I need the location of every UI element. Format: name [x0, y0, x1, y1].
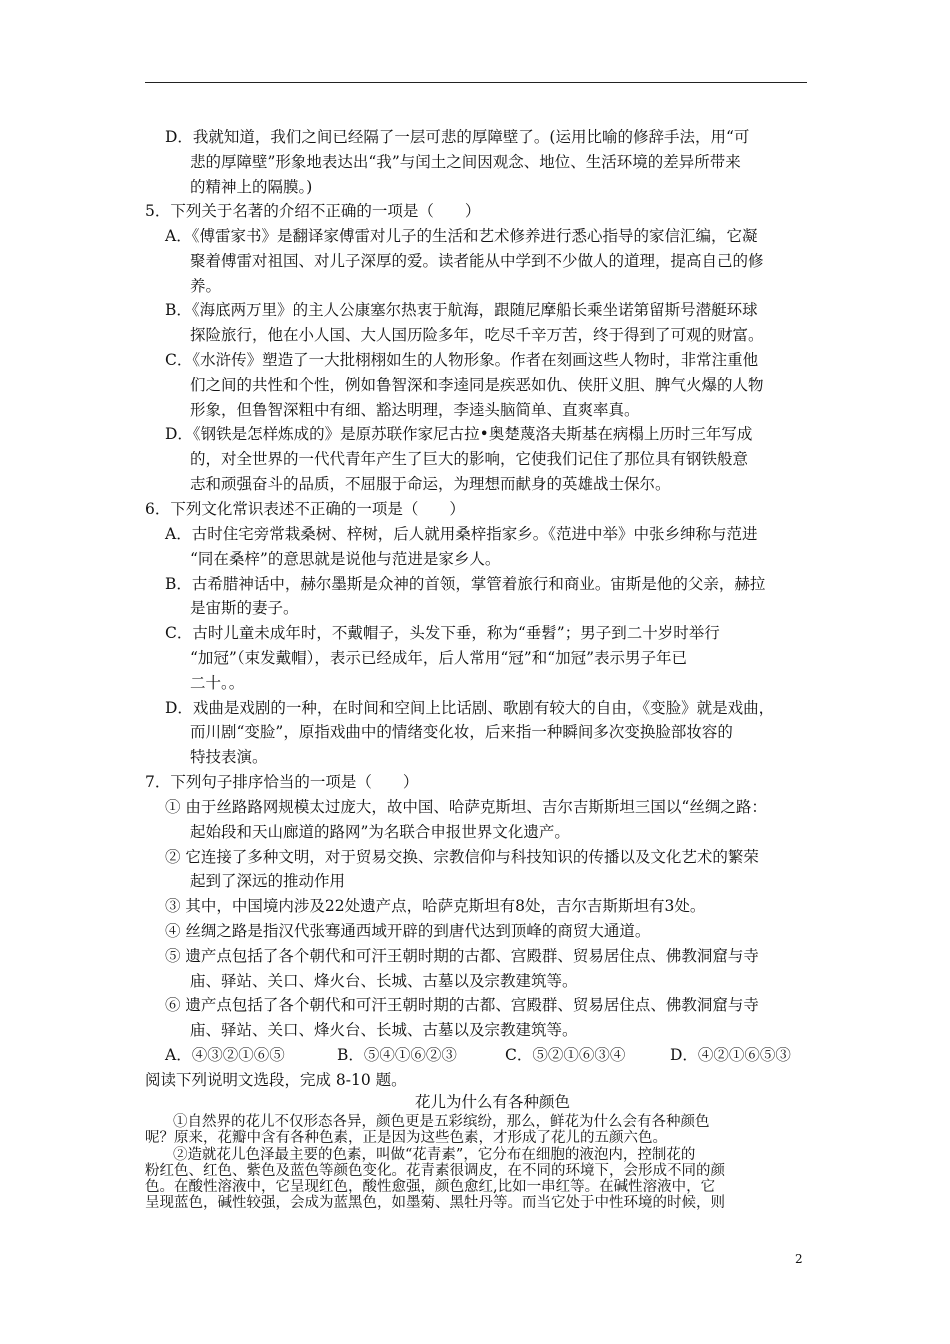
option-line: 养。	[190, 276, 222, 295]
sentence-line: ⑥ 遗产点包括了各个朝代和可汗王朝时期的古都、宫殿群、贸易居住点、佛教洞窟与寺	[165, 996, 759, 1015]
sentence-line: 庙、驿站、关口、烽火台、长城、古墓以及宗教建筑等。	[190, 1021, 578, 1040]
passage-line: 粉红色、红色、紫色及蓝色等颜色变化。花青素很调皮，在不同的环境下，会形成不同的颜	[145, 1162, 725, 1179]
sentence-line: ④ 丝绸之路是指汉代张骞通西域开辟的到唐代达到顶峰的商贸大通道。	[165, 921, 651, 940]
option-line: A．《傅雷家书》是翻译家傅雷对儿子的生活和艺术修养进行悉心指导的家信汇编，它凝	[165, 227, 758, 245]
passage-line: 色。在酸性溶液中，它呈现红色，酸性愈强，颜色愈红,比如一串红等。在碱性溶液中，它	[145, 1179, 716, 1196]
option-line: 们之间的共性和个性，例如鲁智深和李逵同是疾恶如仇、侠肝义胆、脾气火爆的人物	[190, 375, 764, 394]
q6-options	[165, 522, 774, 770]
passage-title: 花儿为什么有各种颜色	[414, 1093, 570, 1111]
reading-instruction: 阅读下列说明文选段，完成 8-10 题。	[145, 1071, 407, 1089]
sentence-line: 庙、驿站、关口、烽火台、长城、古墓以及宗教建筑等。	[190, 971, 578, 990]
option-line: 的，对全世界的一代代青年产生了巨大的影响，它使我们记住了那位具有钢铁般意	[190, 450, 749, 469]
option-line: “同在桑梓”的意思就是说他与范进是家乡人。	[190, 549, 501, 568]
sentence-line: ⑤ 遗产点包括了各个朝代和可汗王朝时期的古都、宫殿群、贸易居住点、佛教洞窟与寺	[165, 946, 759, 965]
q5-stem	[145, 199, 480, 224]
q4-option-d	[165, 125, 749, 199]
option-line: D．戏曲是戏剧的一种，在时间和空间上比话剧、歌剧有较大的自由，《变脸》就是戏曲，	[165, 698, 775, 717]
passage-body	[145, 1114, 725, 1212]
option-line: 是宙斯的妻子。	[190, 599, 299, 618]
sentence-line: ① 由于丝路路网规模太过庞大，故中国、哈萨克斯坦、吉尔吉斯斯坦三国以“丝绸之路：	[165, 798, 767, 816]
header-rule	[145, 82, 807, 83]
text-line: 悲的厚障壁”形象地表达出“我”与闰土之间因观念、地位、生活环境的差异所带来	[190, 152, 741, 171]
option-line: B．《海底两万里》的主人公康塞尔热衷于航海，跟随尼摩船长乘坐诺第留斯号潜艇环球	[165, 301, 758, 320]
passage-line: 呈现蓝色，碱性较强，会成为蓝黑色，如墨菊、黑牡丹等。而当它处于中性环境的时候，则	[145, 1195, 725, 1212]
option-line: 而川剧“变脸”，原指戏曲中的情绪变化妆，后来指一种瞬间多次变换脸部妆容的	[190, 723, 733, 742]
sentence-line: 起始段和天山廊道的路网”为名联合申报世界文化遗产。	[190, 822, 570, 841]
option-line: 特技表演。	[190, 748, 268, 767]
option-line: C．《水浒传》塑造了一大批栩栩如生的人物形象。作者在刻画这些人物时，非常注重他	[165, 350, 759, 369]
passage-title-block	[0, 1090, 950, 1115]
sentence-line: ② 它连接了多种文明，对于贸易交换、宗教信仰与科技知识的传播以及文化艺术的繁荣	[165, 847, 759, 866]
passage-line: ②造就花儿色泽最主要的色素，叫做“花青素”，它分布在细胞的液泡内，控制花的	[173, 1146, 696, 1163]
option-line: 形象，但鲁智深粗中有细、豁达明理，李逵头脑简单、直爽率真。	[190, 400, 640, 419]
sentence-line: ③ 其中，中国境内涉及22处遗产点，哈萨克斯坦有8处，吉尔吉斯斯坦有3处。	[165, 897, 706, 916]
passage-line: 呢？原来，花瓣中含有各种色素，正是因为这些色素，才形成了花儿的五颜六色。	[145, 1130, 667, 1147]
q7-answers	[165, 1043, 791, 1068]
question-stem: 6．下列文化常识表述不正确的一项是（ ）	[145, 500, 465, 518]
question-stem: 5．下列关于名著的介绍不正确的一项是（ ）	[145, 202, 481, 220]
text-line: D．我就知道，我们之间已经隔了一层可悲的厚障壁了。(运用比喻的修辞手法，用“可	[165, 128, 750, 146]
option-line: A．古时住宅旁常栽桑树、梓树，后人就用桑梓指家乡。《范进中举》中张乡绅称与范进	[165, 525, 758, 543]
q5-options	[165, 224, 764, 497]
sentence-line: 起到了深远的推动作用	[190, 872, 346, 891]
option-line: 志和顽强奋斗的品质，不屈服于命运，为理想而献身的英雄战士保尔。	[190, 474, 671, 493]
option-line: D．《钢铁是怎样炼成的》是原苏联作家尼古拉•奥楚蔑洛夫斯基在病榻上历时三年写成	[165, 425, 753, 444]
question-stem: 7．下列句子排序恰当的一项是（ ）	[145, 773, 419, 791]
option-line: “加冠”（束发戴帽），表示已经成年，后人常用“冠”和“加冠”表示男子年已	[190, 648, 688, 667]
answer-b: B．⑤④①⑥②③	[337, 1046, 457, 1064]
answer-a: A．④③②①⑥⑤	[165, 1046, 285, 1064]
answer-c: C．⑤②①⑥③④	[505, 1046, 626, 1064]
option-line: C．古时儿童未成年时，不戴帽子，头发下垂，称为“垂髫”；男子到二十岁时举行	[165, 624, 720, 643]
q7-stem	[145, 770, 418, 795]
q6-stem	[145, 497, 465, 522]
option-line: B．古希腊神话中，赫尔墨斯是众神的首领，掌管着旅行和商业。宙斯是他的父亲，赫拉	[165, 574, 766, 593]
passage-line: ①自然界的花儿不仅形态各异，颜色更是五彩缤纷，那么，鲜花为什么会有各种颜色	[173, 1114, 710, 1130]
q7-items	[165, 795, 767, 1043]
option-line: 探险旅行，他在小人国、大人国历险多年，吃尽千辛万苦，终于得到了可观的财富。	[190, 326, 764, 345]
text-line: 的精神上的隔膜。)	[190, 177, 313, 196]
answer-d: D．④②①⑥⑤③	[670, 1046, 791, 1064]
option-line: 二十。。	[190, 673, 245, 692]
option-line: 聚着傅雷对祖国、对儿子深厚的爱。读者能从中学到不少做人的道理，提高自己的修	[190, 251, 764, 270]
page-number: 2	[795, 1252, 803, 1266]
